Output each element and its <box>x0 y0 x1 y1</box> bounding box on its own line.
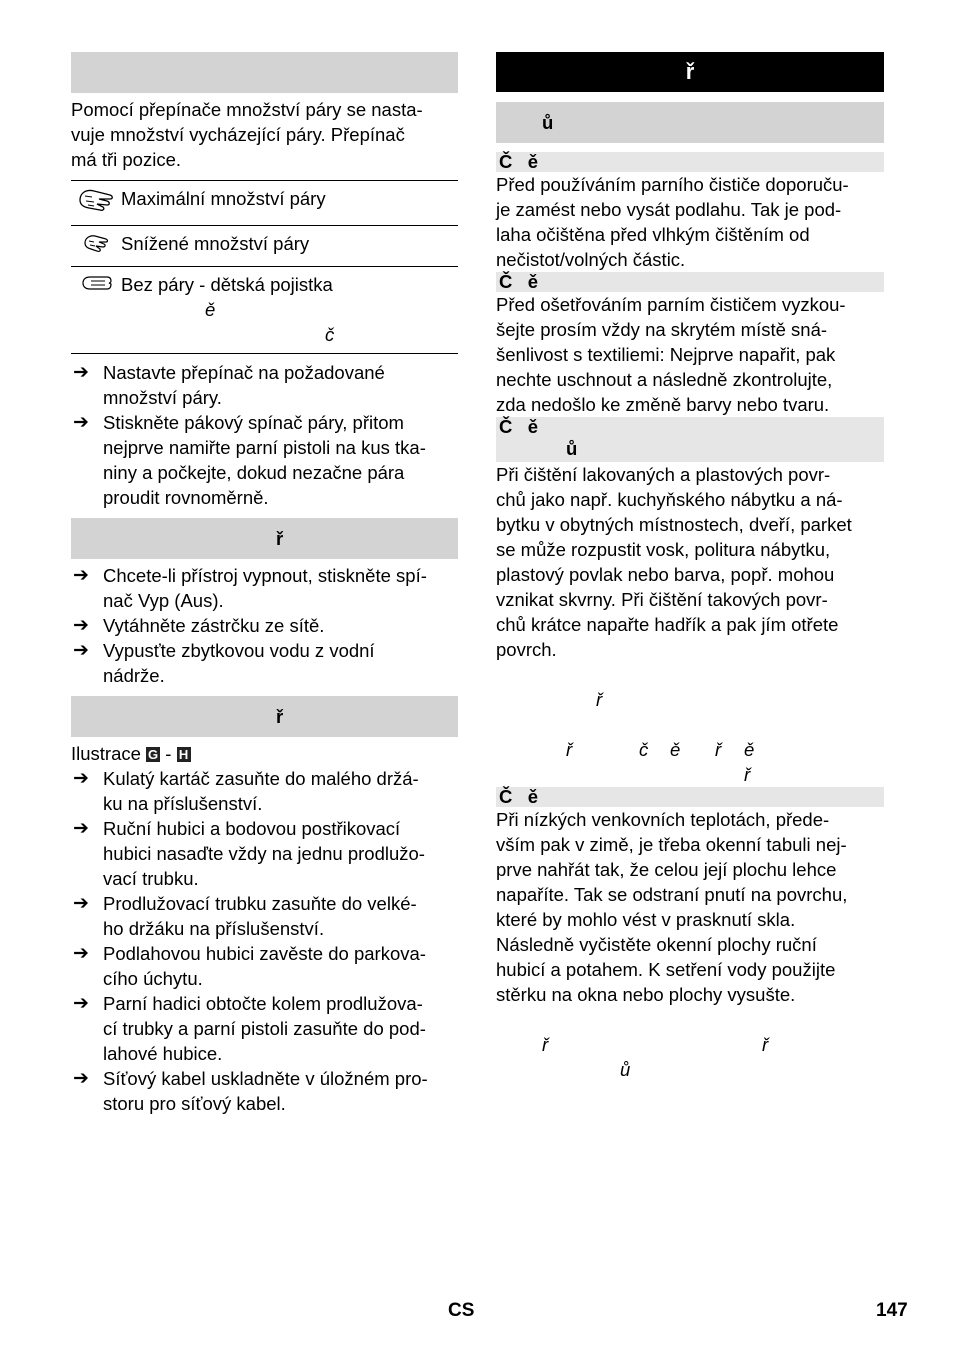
list-item: ➔ Vypusťte zbytkovou vodu z vodní nádrže. <box>73 640 375 686</box>
arrow-right-icon: ➔ <box>73 615 89 636</box>
no-steam-lock-icon <box>71 267 121 354</box>
arrow-right-icon: ➔ <box>73 362 89 383</box>
list-item: ➔ Síťový kabel uskladněte v úložném pro- storu pro síťový kabel. <box>73 1068 428 1114</box>
missing-glyph-fragment: ů <box>620 1059 631 1080</box>
illustration-reference: Ilustrace G - H <box>71 741 458 766</box>
left-column <box>71 52 458 1116</box>
missing-glyph-fragment: ř <box>596 689 603 710</box>
max-steam-icon <box>71 181 121 226</box>
subheading: Č ě ů <box>496 417 884 462</box>
arrow-right-icon: ➔ <box>73 993 89 1014</box>
list-item: ➔ Nastavte přepínač na požadované množství páry. <box>73 362 385 408</box>
list-item: ➔ Stiskněte pákový spínač páry, přitom nejprve namiřte parní pistoli na kus tka- niny a počkejte, dokud nezačne pára proudit rovnoměrně. <box>73 412 426 508</box>
table-row <box>71 181 458 226</box>
figure-badge: H <box>177 747 191 762</box>
list-item: ➔ Podlahovou hubici zavěste do parkova- cího úchytu. <box>73 943 426 989</box>
table-row <box>71 226 458 267</box>
intro-line: Pomocí přepínače množství páry se nasta- <box>71 99 423 120</box>
section-header-steam-amount <box>71 52 458 93</box>
list-item: ➔ Vytáhněte zástrčku ze sítě. <box>73 615 325 636</box>
list-item: ➔ Ruční hubici a bodovou postřikovací hubici nasaďte vždy na jednu prodlužo- vací trubku. <box>73 818 425 889</box>
list-item: ➔ Kulatý kartáč zasuňte do malého držá- ku na příslušenství. <box>73 768 419 814</box>
missing-glyph-fragment: ř <box>744 764 751 785</box>
intro-line: má tři pozice. <box>71 149 182 170</box>
missing-glyph-fragment: ř ř <box>542 1034 769 1055</box>
subheading: Č ě <box>496 787 884 807</box>
missing-glyph-fragment: ř č ě ř ě <box>566 739 755 760</box>
arrow-right-icon: ➔ <box>73 640 89 661</box>
steam-mode-table <box>71 180 458 354</box>
mode-label: Snížené množství páry <box>121 226 458 267</box>
steps-list-storage <box>71 766 458 1116</box>
arrow-right-icon: ➔ <box>73 768 89 789</box>
footer-language: CS <box>448 1300 475 1321</box>
steps-list-steam <box>71 360 458 510</box>
list-item: ➔ Parní hadici obtočte kolem prodlužova- cí trubky a parní pistoli zasuňte do pod- lahové hubice. <box>73 993 426 1064</box>
arrow-right-icon: ➔ <box>73 818 89 839</box>
table-row <box>71 267 458 354</box>
figure-badge: G <box>148 747 159 762</box>
arrow-right-icon: ➔ <box>73 412 89 433</box>
right-column: ř ů Č ě Před používáním parního čističe doporuču- je zamést nebo vysát podlahu. Tak je pod- laha očištěna před vlhkým čištěním od nečistot/volných částic. Č ě Před ošetřováním parním čističem vyzkou- šejte prosím vždy na skrytém místě sná- šenlivost s textiliemi: Nejprve napařit, pak nechte uschnout a následně zkontrolujte, zda nedošlo ke změně barvy nebo tvaru. Č ě ů Při čištění lakovaných a plastových povr- chů jako např. kuchyňského nábytku a ná- bytku v obytných místnostech, dveří, parket se může rozpustit vosk, politura nábytku, plastový povlak nebo barva, popř. mohou vznikat skvrny. Při čištění takových povr- chů krátce napařte hadřík a pak jím otřete povrch. ř ř č ě ř ě ř Č ě Při nízkých venkovních teplotách, přede- vším pak v zimě, je třeba okenní tabuli nej- prve nahřát tak, že celou její plochu lehce napaříte. Tak se odstraní pnutí na povrchu, které by mohlo vést v prasknutí skla. Následně vyčistěte okenní plochy ruční hubicí a potahem. K setření vody použijte stěrku na okna nebo plochy vysušte. ř ř ů <box>496 52 884 1082</box>
arrow-right-icon: ➔ <box>73 565 89 586</box>
missing-glyph-fragment: ě <box>205 299 216 320</box>
section-header-finish: ř <box>71 518 458 559</box>
list-item: ➔ Prodlužovací trubku zasuňte do velké- ho držáku na příslušenství. <box>73 893 417 939</box>
mode-label: Maximální množství páry <box>121 181 458 226</box>
page-number: 147 <box>876 1300 908 1321</box>
steps-list-finish <box>71 563 458 688</box>
arrow-right-icon: ➔ <box>73 1068 89 1089</box>
arrow-right-icon: ➔ <box>73 893 89 914</box>
reduced-steam-icon <box>71 226 121 267</box>
section-header-applications: ů <box>496 102 884 143</box>
missing-glyph-fragment: č <box>325 324 335 345</box>
section-header-storage: ř <box>71 696 458 737</box>
chapter-header: ř <box>496 52 884 92</box>
list-item: ➔ Chcete-li přístroj vypnout, stiskněte spí- nač Vyp (Aus). <box>73 565 427 611</box>
arrow-right-icon: ➔ <box>73 943 89 964</box>
subheading: Č ě <box>496 272 884 292</box>
intro-line: vuje množství vycházející páry. Přepínač <box>71 124 405 145</box>
subheading: Č ě <box>496 152 884 172</box>
mode-label: Bez páry - dětská pojistka <box>121 274 333 295</box>
